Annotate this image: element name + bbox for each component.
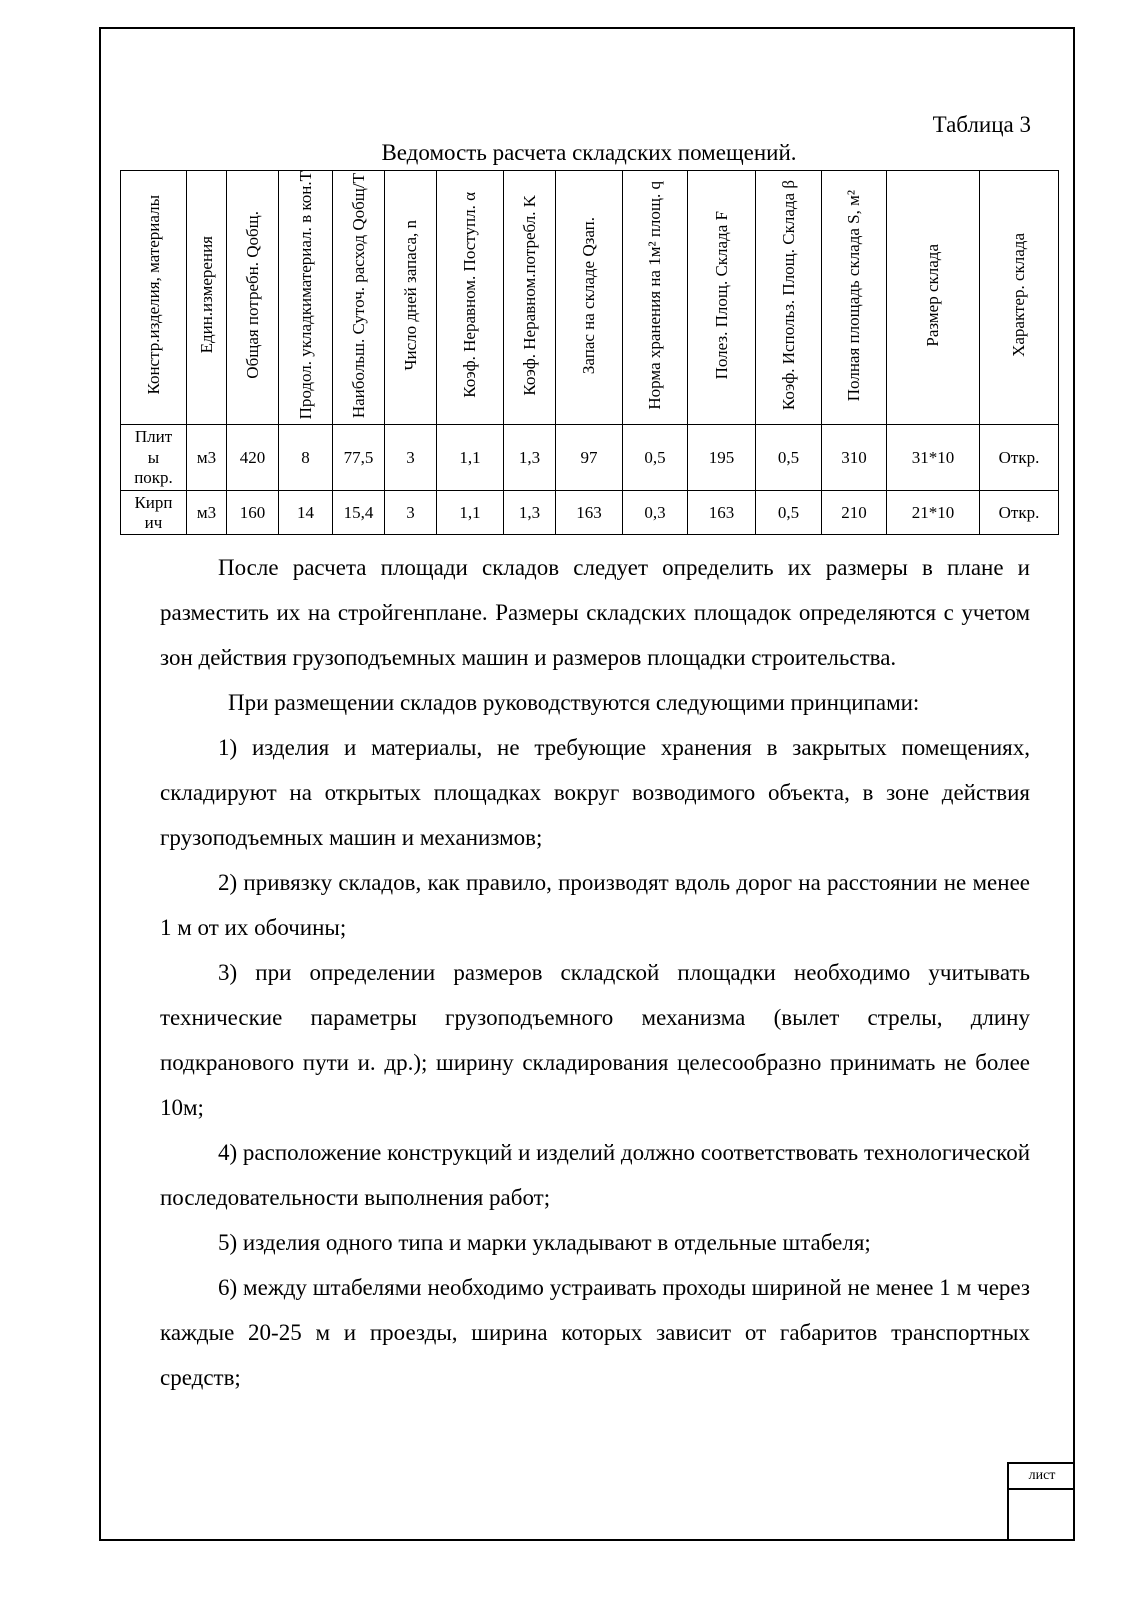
body-text	[160, 545, 1030, 1400]
header-cell	[980, 171, 1059, 425]
header-text: Продол. укладкиматериал. в кон.T	[295, 171, 315, 420]
row-label-line: Плит	[134, 427, 173, 447]
stamp-label: лист	[1009, 1464, 1075, 1490]
list-item: 2) привязку складов, как правило, производят вдоль дорог на расстоянии не менее 1 м от их обочины;	[160, 870, 1030, 940]
table-row	[121, 491, 1059, 535]
table-cell: 1,3	[504, 425, 556, 491]
table-caption: Таблица 3	[932, 112, 1031, 137]
table-cell: Откр.	[980, 491, 1059, 535]
header-cell	[688, 171, 756, 425]
row-label-line: ы	[147, 447, 160, 467]
table-cell: 77,5	[333, 425, 385, 491]
table-cell: 0,3	[623, 491, 688, 535]
list-item: 5) изделия одного типа и марки укладывают в отдельные штабеля;	[218, 1230, 871, 1255]
table-cell: 0,5	[756, 425, 822, 491]
header-cell	[279, 171, 333, 425]
table-cell: 420	[227, 425, 279, 491]
header-text: Коэф. Неравном.потребл. K	[519, 194, 539, 396]
table-cell: 97	[556, 425, 623, 491]
header-text: Норма хранения на 1м² площ. q	[645, 180, 665, 410]
table-cell: 163	[556, 491, 623, 535]
header-cell	[385, 171, 437, 425]
header-text: Полез. Площ. Склада F	[711, 211, 731, 380]
table-header-row	[121, 171, 1059, 425]
row-label-cell	[121, 425, 187, 491]
paragraph: После расчета площади складов следует определить их размеры в плане и разместить их на стройгенплане. Размеры складских площадок определяются с учетом зон действия грузоподъемных машин и размеров площадки строительства.	[160, 555, 1030, 670]
row-label-cell	[121, 491, 187, 535]
header-cell	[333, 171, 385, 425]
list-item: 1) изделия и материалы, не требующие хранения в закрытых помещениях, складируют на открытых площадках вокруг возводимого объекта, в зоне действия грузоподъемных машин и механизмов;	[160, 735, 1030, 850]
header-text: Запас на складе Qзап.	[579, 216, 599, 374]
header-cell	[187, 171, 227, 425]
list-item: 4) расположение конструкций и изделий должно соответствовать технологической последовательности выполнения работ;	[160, 1140, 1030, 1210]
header-cell	[121, 171, 187, 425]
table-row	[121, 425, 1059, 491]
table-cell: 15,4	[333, 491, 385, 535]
list-item: 3) при определении размеров складской площадки необходимо учитывать технические параметры грузоподъемного механизма (вылет стрелы, длину подкранового пути и. др.); ширину складирования целесообразно принимать не более 10м;	[160, 960, 1030, 1120]
header-cell	[887, 171, 980, 425]
table-cell: 160	[227, 491, 279, 535]
header-cell	[822, 171, 887, 425]
table-cell: 1,1	[437, 425, 504, 491]
table-cell: 3	[385, 491, 437, 535]
sheet-stamp	[1007, 1462, 1075, 1541]
header-text: Характер. склада	[1009, 233, 1029, 358]
row-label-line: Кирп	[134, 492, 173, 512]
unit-cell: м3	[187, 491, 227, 535]
table-cell: 195	[688, 425, 756, 491]
unit-cell: м3	[187, 425, 227, 491]
row-label-line: ич	[144, 512, 163, 532]
table-cell: 21*10	[887, 491, 980, 535]
table-cell: 210	[822, 491, 887, 535]
header-cell	[756, 171, 822, 425]
header-cell	[623, 171, 688, 425]
header-text: Констр.изделия, материалы	[143, 195, 163, 395]
header-text: Наибольш. Суточ. расход Qобщ/T	[348, 172, 368, 418]
header-text: Един.измерения	[196, 236, 216, 354]
table-cell: 163	[688, 491, 756, 535]
table-cell: 31*10	[887, 425, 980, 491]
header-cell	[504, 171, 556, 425]
table-cell: 8	[279, 425, 333, 491]
header-cell	[227, 171, 279, 425]
paragraph: При размещении складов руководствуются следующими принципами:	[228, 690, 920, 715]
table-cell: 310	[822, 425, 887, 491]
header-cell	[556, 171, 623, 425]
header-text: Коэф. Неравном. Поступл. α	[460, 192, 480, 399]
table-cell: 3	[385, 425, 437, 491]
header-text: Число дней запаса, n	[400, 219, 420, 371]
header-cell	[437, 171, 504, 425]
list-item: 6) между штабелями необходимо устраивать проходы шириной не менее 1 м через каждые 20-25 м и проезды, ширина которых зависит от габаритов транспортных средств;	[160, 1275, 1030, 1390]
table-cell: 0,5	[623, 425, 688, 491]
table-cell: 1,3	[504, 491, 556, 535]
row-label-line: покр.	[134, 468, 173, 488]
table-cell: 0,5	[756, 491, 822, 535]
table-cell: Откр.	[980, 425, 1059, 491]
table-title: Ведомость расчета складских помещений.	[381, 140, 797, 165]
header-text: Общая потребн. Qобщ.	[242, 211, 262, 380]
header-text: Коэф. Использ. Площ. Склада β	[778, 180, 798, 411]
table-cell: 1,1	[437, 491, 504, 535]
header-text: Размер склада	[923, 243, 943, 347]
warehouse-table	[120, 170, 1059, 535]
table-cell: 14	[279, 491, 333, 535]
header-text: Полная площадь склада S, м²	[844, 189, 864, 401]
